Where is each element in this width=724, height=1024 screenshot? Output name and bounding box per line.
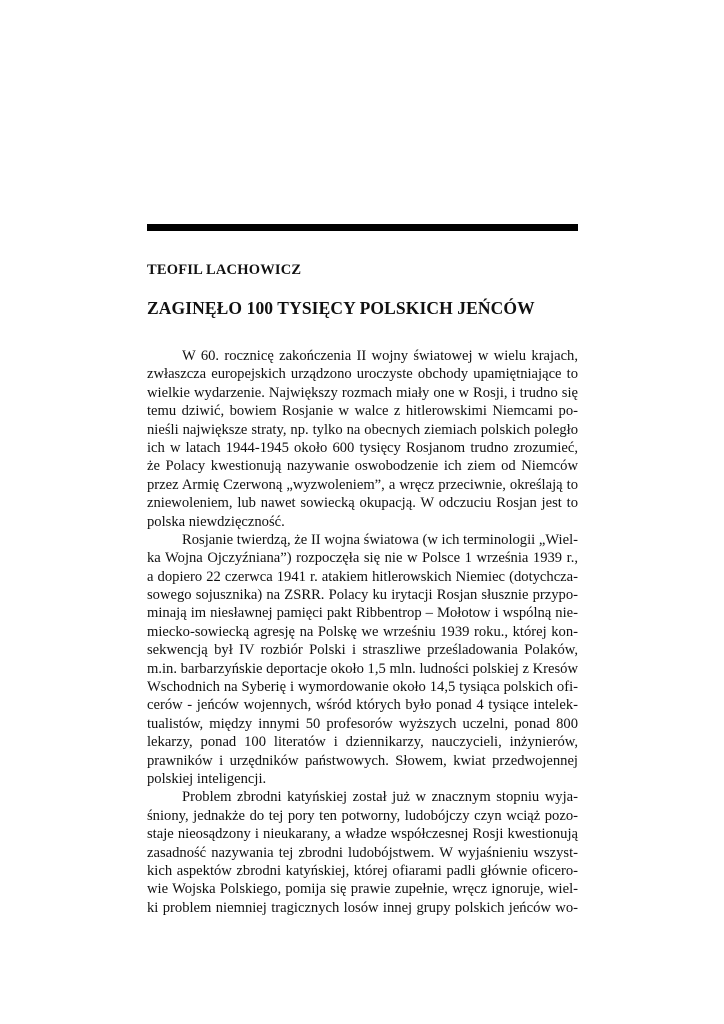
text-line: ich w latach 1944-1945 około 600 tysięcy Rosjanom trudno zrozumieć, (147, 439, 578, 456)
text-line: wielkie wydarzenie. Największy rozmach miały one w Rosji, i trudno się (147, 384, 578, 401)
top-rule (147, 224, 578, 231)
text-line: Wschodnich na Syberię i wymordowanie około 14,5 tysiąca polskich ofi- (147, 679, 578, 696)
text-line: ka Wojna Ojczyźniana”) rozpoczęła się nie w Polsce 1 września 1939 r., (147, 550, 578, 567)
text-line: Rosjanie twierdzą, że II wojna światowa (w ich terminologii „Wiel- (182, 531, 578, 548)
text-line: zwłaszcza europejskich urządzono uroczyste obchody upamiętniające to (147, 366, 578, 383)
article-body (147, 347, 578, 917)
text-line: wie Wojska Polskiego, pomija się prawie zupełnie, wręcz ignoruje, wiel- (147, 881, 578, 898)
text-line: śniony, jednakże do tej pory ten potworny, ludobójczy czyn wciąż pozo- (147, 807, 578, 824)
text-line: miecko-sowiecką agresję na Polskę we wrześniu 1939 roku., której kon- (147, 623, 578, 640)
text-line: minają im niesławnej pamięci pakt Ribbentrop – Mołotow i wspólną nie- (147, 605, 578, 622)
article-author: TEOFIL LACHOWICZ (147, 262, 302, 278)
text-line: tualistów, między innymi 50 profesorów wyższych uczelni, ponad 800 (147, 715, 578, 732)
text-line: Problem zbrodni katyńskiej został już w znacznym stopniu wyja- (182, 789, 578, 806)
text-line: lekarzy, ponad 100 literatów i dziennikarzy, nauczycieli, inżynierów, (147, 734, 578, 751)
article-title: ZAGINĘŁO 100 TYSIĘCY POLSKICH JEŃCÓW (147, 298, 535, 318)
text-line: przez Armię Czerwoną „wyzwoleniem”, a wręcz przeciwnie, określają to (147, 476, 578, 493)
text-line: polskiej inteligencji. (147, 770, 267, 787)
text-line: prawników i urzędników państwowych. Słowem, kwiat przedwojennej (147, 752, 578, 769)
text-line: a dopiero 22 czerwca 1941 r. atakiem hitlerowskich Niemiec (dotychcza- (147, 568, 578, 585)
text-line: ki problem niemniej tragicznych losów innej grupy polskich jeńców wo- (147, 899, 578, 916)
text-line: staje nieosądzony i nieukarany, a władze współczesnej Rosji kwestionują (147, 826, 578, 843)
text-line: nieśli największe straty, np. tylko na obecnych ziemiach polskich poległo (147, 421, 578, 438)
text-line: sowego sojusznika) na ZSRR. Polacy ku irytacji Rosjan słusznie przypo- (147, 587, 578, 604)
text-line: m.in. barbarzyńskie deportacje około 1,5 mln. ludności polskiej z Kresów (147, 660, 578, 677)
text-line: zasadność nazywania tej zbrodni ludobójstwem. W wyjaśnieniu wszyst- (147, 844, 578, 861)
text-line: sekwencją był IV rozbiór Polski i straszliwe prześladowania Polaków, (147, 642, 578, 659)
text-line: polska niewdzięczność. (147, 513, 285, 530)
text-line: że Polacy kwestionują nazywanie oswobodzenie ich ziem od Niemców (147, 458, 578, 475)
text-line: zniewoleniem, lub nawet sowiecką okupacją. W odczuciu Rosjan jest to (147, 495, 578, 512)
text-line: temu dziwić, bowiem Rosjanie w walce z hitlerowskimi Niemcami po- (147, 403, 578, 420)
text-line: cerów - jeńców wojennych, wśród których było ponad 4 tysiące intelek- (147, 697, 578, 714)
text-line: W 60. rocznicę zakończenia II wojny światowej w wielu krajach, (182, 348, 578, 364)
text-line: kich aspektów zbrodni katyńskiej, której ofiarami padli głównie oficero- (147, 862, 578, 879)
